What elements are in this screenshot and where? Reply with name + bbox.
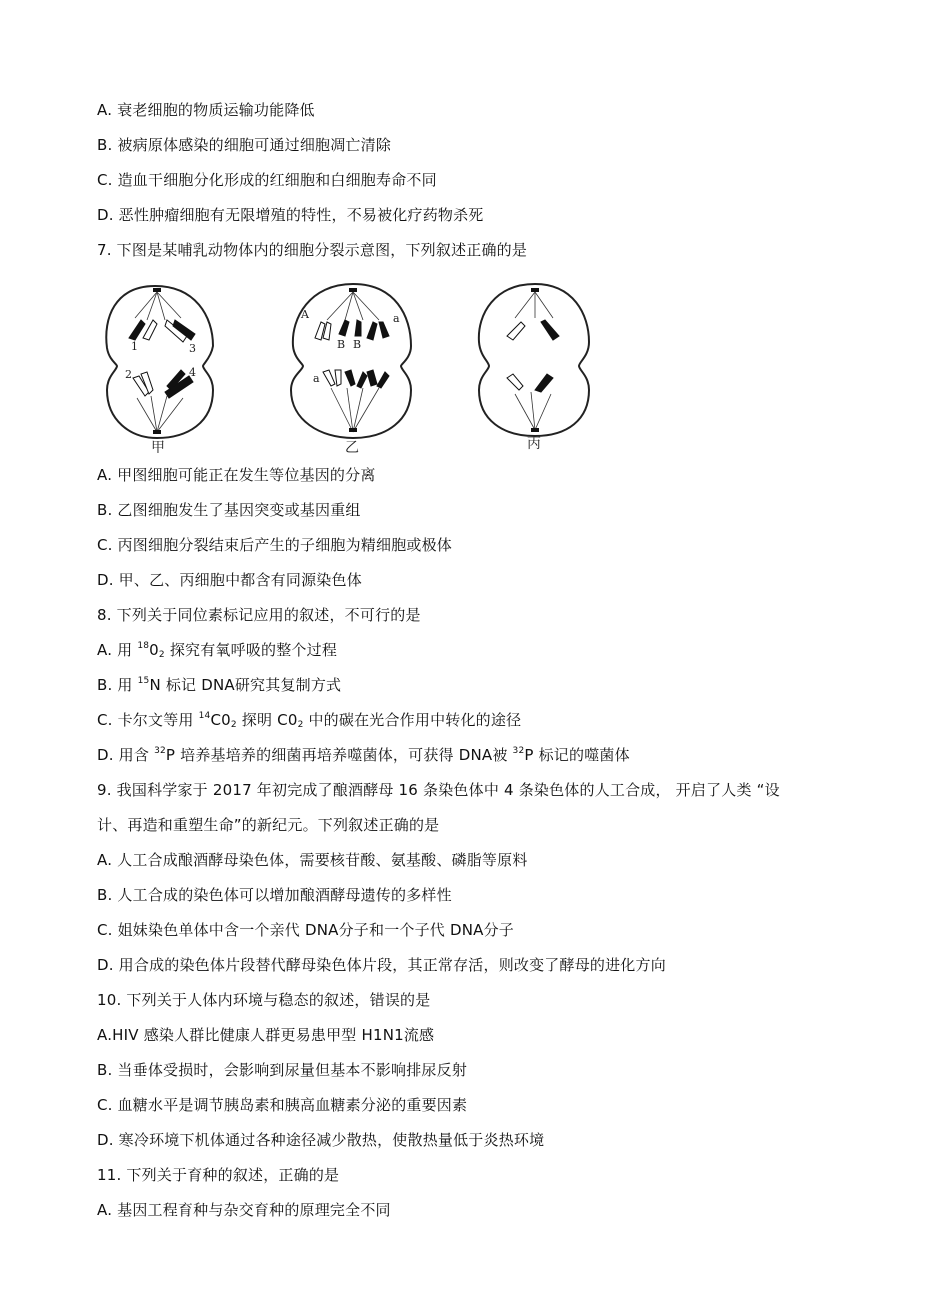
q8-stem: 8. 下列关于同位素标记应用的叙述，不可行的是 [97,606,421,624]
label-A: A [301,308,309,321]
label-jia: 甲 [151,440,165,453]
label-B1: B [337,338,346,351]
q11-option-a: A. 基因工程育种与杂交育种的原理完全不同 [97,1201,391,1219]
cell-division-diagram [95,278,595,453]
q9-option-a: A. 人工合成酿酒酵母染色体，需要核苷酸、氨基酸、磷脂等原料 [97,851,528,869]
label-bing: 丙 [527,436,541,452]
cell-division-figure [95,278,595,453]
q8-c-sup: 14 [198,711,211,721]
q8-a-o: 0 [149,641,159,659]
q7-option-d: D. 甲、乙、丙细胞中都含有同源染色体 [97,571,362,589]
label-yi: 乙 [345,440,359,453]
q8-option-b [97,675,341,695]
label-a-upper: a [393,312,400,325]
label-a-lower: a [313,372,320,385]
q8-c-sub1: 2 [230,720,237,730]
q8-c-text: C. 卡尔文等用 [97,711,199,729]
label-1: 1 [131,340,138,353]
q7-option-b: B. 乙图细胞发生了基因突变或基因重组 [97,501,361,519]
q6-option-b: B. 被病原体感染的细胞可通过细胞凋亡清除 [97,136,392,154]
q8-c-mid: 探明 C0 [236,711,298,729]
q8-a-rest: 探究有氧呼吸的整个过程 [164,641,338,659]
q10-stem: 10. 下列关于人体内环境与稳态的叙述，错误的是 [97,991,431,1009]
label-4: 4 [189,366,196,379]
q9-option-d: D. 用合成的染色体片段替代酵母染色体片段，其正常存活，则改变了酵母的进化方向 [97,956,666,974]
q8-d-sup2: 32 [512,746,525,756]
q8-c-rest: 中的碳在光合作用中转化的途径 [303,711,522,729]
q9-option-b: B. 人工合成的染色体可以增加酿酒酵母遗传的多样性 [97,886,452,904]
q10-option-d: D. 寒冷环境下机体通过各种途径减少散热，使散热量低于炎热环境 [97,1131,545,1149]
q7-option-a: A. 甲图细胞可能正在发生等位基因的分离 [97,466,376,484]
q8-a-sub: 2 [158,650,165,660]
q8-b-text: B. 用 [97,676,138,694]
q7-option-c: C. 丙图细胞分裂结束后产生的子细胞为精细胞或极体 [97,536,453,554]
q9-stem-line2: 计、再造和重塑生命”的新纪元。下列叙述正确的是 [97,816,440,834]
q8-d-mid: P 培养基培养的细菌再培养噬菌体，可获得 DNA被 [165,746,513,764]
label-B2: B [353,338,362,351]
q8-b-rest: N 标记 DNA研究其复制方式 [149,676,342,694]
q8-a-text: A. 用 [97,641,138,659]
q8-c-sub2: 2 [297,720,304,730]
q6-option-d: D. 恶性肿瘤细胞有无限增殖的特性，不易被化疗药物杀死 [97,206,484,224]
q10-option-b: B. 当垂体受损时，会影响到尿量但基本不影响排尿反射 [97,1061,468,1079]
q8-option-c [97,710,521,730]
q6-option-c: C. 造血干细胞分化形成的红细胞和白细胞寿命不同 [97,171,437,189]
q6-option-a: A. 衰老细胞的物质运输功能降低 [97,101,315,119]
q8-b-sup: 15 [137,676,150,686]
q9-stem-line1: 9. 我国科学家于 2017 年初完成了酿酒酵母 16 条染色体中 4 条染色体的人工合成， 开启了人类 “设 [97,781,780,799]
q8-option-d [97,745,630,765]
q8-d-sup: 32 [154,746,166,756]
cell-jia-membrane [106,286,213,438]
q8-d-text: D. 用含 [97,746,155,764]
q7-stem: 7. 下图是某哺乳动物体内的细胞分裂示意图，下列叙述正确的是 [97,241,528,259]
label-2: 2 [125,368,132,381]
q8-option-a [97,640,337,660]
q10-option-c: C. 血糖水平是调节胰岛素和胰高血糖素分泌的重要因素 [97,1096,468,1114]
q8-a-sup: 18 [137,641,150,651]
q8-d-rest: P 标记的噬菌体 [524,746,630,764]
label-3: 3 [189,342,196,355]
q8-c-co: C0 [210,711,231,729]
q10-option-a: A.HIV 感染人群比健康人群更易患甲型 H1N1流感 [97,1026,435,1044]
q9-option-c: C. 姐妹染色单体中含一个亲代 DNA分子和一个子代 DNA分子 [97,921,515,939]
cell-bing-membrane [479,284,589,436]
q11-stem: 11. 下列关于育种的叙述，正确的是 [97,1166,340,1184]
